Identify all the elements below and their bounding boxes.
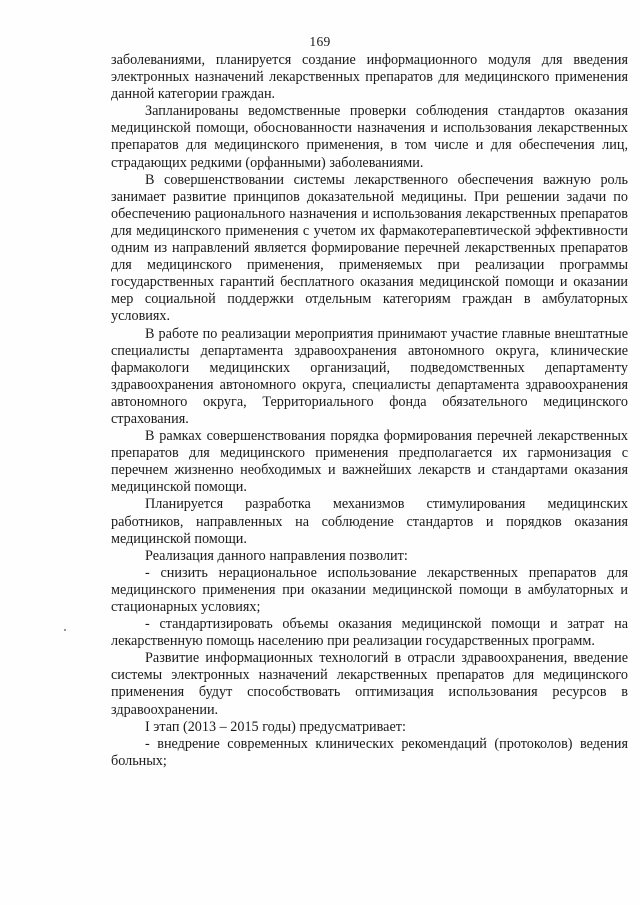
- paragraph-inspections: Запланированы ведомственные проверки соблюдения стандартов оказания медицинской помощи, обоснованности назначения и использования лекарственных препаратов для медицинского применения, в том числе и для обеспечения лиц, страдающих редкими (орфанными) заболеваниями.: [111, 103, 628, 171]
- paragraph-it-development: Развитие информационных технологий в отрасли здравоохранения, введение системы электронных назначений лекарственных препаратов для медицинского применения будут способствовать оптимизация использования ресурсов в здравоохранении.: [111, 650, 628, 718]
- paragraph-outcomes-intro: Реализация данного направления позволит:: [145, 547, 408, 564]
- paragraph-participants: В работе по реализации мероприятия принимают участие главные внештатные специалисты департамента здравоохранения автономного округа, клинические фармакологи медицинских организаций, подведомственных департаменту здравоохранения автономного округа, специалисты департамента здравоохранения автономного округа, Территориального фонда обязательного медицинского страхования.: [111, 325, 628, 427]
- list-item-reduce-irrational-use: - снизить нерациональное использование лекарственных препаратов для медицинского применения при оказании медицинской помощи в амбулаторных и стационарных условиях;: [111, 564, 628, 615]
- paragraph-incentives: Планируется разработка механизмов стимулирования медицинских работников, направленных на соблюдение стандартов и порядков оказания медицинской помощи.: [111, 496, 628, 547]
- paragraph-evidence-medicine: В совершенствовании системы лекарственного обеспечения важную роль занимает развитие принципов доказательной медицины. При решении задачи по обеспечению рационального назначения и использования лекарственных препаратов для медицинского применения с учетом их фармакотерапевтической эффективности одним из направлений является формирование перечней лекарственных препаратов для медицинского применения, применяемых при реализации программы государственных гарантий бесплатного оказания медицинской помощи и оказании мер социальной поддержки отдельным категориям граждан в амбулаторных условиях.: [111, 171, 628, 325]
- paragraph-harmonization: В рамках совершенствования порядка формирования перечней лекарственных препаратов для медицинского применения предполагается их гармонизация с перечнем жизненно необходимых и важнейших лекарств и стандартами оказания медицинской помощи.: [111, 428, 628, 496]
- list-item-clinical-guidelines: - внедрение современных клинических рекомендаций (протоколов) ведения больных;: [111, 735, 628, 769]
- list-item-standardize-volumes: - стандартизировать объемы оказания медицинской помощи и затрат на лекарственную помощь населению при реализации государственных программ.: [111, 616, 628, 650]
- paragraph-stage-one: I этап (2013 – 2015 годы) предусматривает:: [145, 718, 406, 735]
- paragraph-continuation: заболеваниями, планируется создание информационного модуля для введения электронных назначений лекарственных препаратов для медицинского применения данной категории граждан.: [111, 52, 628, 103]
- page-number: 169: [309, 34, 331, 49]
- scan-speck: [64, 629, 66, 631]
- body-text: [111, 52, 628, 770]
